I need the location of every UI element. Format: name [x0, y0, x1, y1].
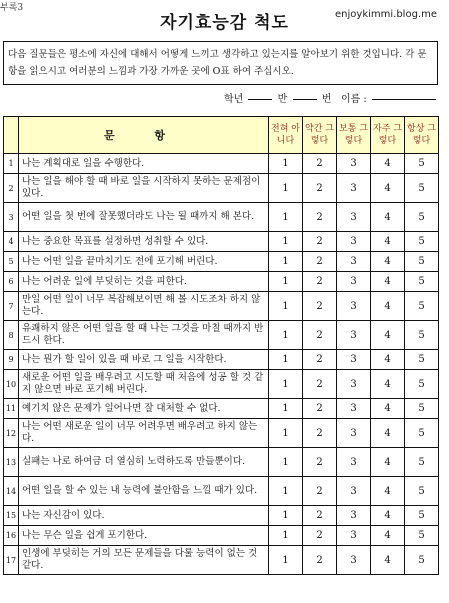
item-number: 3	[4, 203, 19, 232]
item-number: 12	[4, 419, 19, 448]
response-option-3[interactable]: 3	[337, 203, 371, 232]
header-option-4: 자주 그렇다	[371, 117, 405, 154]
response-option-2[interactable]: 2	[303, 477, 337, 506]
item-question: 나는 어떤 일을 끝마치기도 전에 포기해 버린다.	[19, 252, 269, 272]
response-option-5[interactable]: 5	[405, 154, 439, 174]
number-label: 번	[321, 94, 332, 105]
item-number: 4	[4, 232, 19, 252]
header-option-5: 항상 그렇다	[405, 117, 439, 154]
response-option-1[interactable]: 1	[269, 203, 303, 232]
response-option-4[interactable]: 4	[371, 526, 405, 546]
response-option-4[interactable]: 4	[371, 448, 405, 477]
table-row	[4, 232, 439, 252]
response-option-1[interactable]: 1	[269, 448, 303, 477]
watermark: enjoykimmi.blog.me	[335, 9, 437, 20]
table-row	[4, 252, 439, 272]
response-option-1[interactable]: 1	[269, 477, 303, 506]
response-option-3[interactable]: 3	[337, 321, 371, 350]
response-option-1[interactable]: 1	[269, 252, 303, 272]
response-option-2[interactable]: 2	[303, 272, 337, 292]
response-option-2[interactable]: 2	[303, 419, 337, 448]
response-option-5[interactable]: 5	[405, 321, 439, 350]
table-row	[4, 321, 439, 350]
response-option-1[interactable]: 1	[269, 232, 303, 252]
item-number: 2	[4, 174, 19, 203]
instructions-box: 다음 질문들은 평소에 자신에 대해서 어떻게 느끼고 생각하고 있는지를 알아보기 위한 것입니다. 각 문항을 읽으시고 여러분의 느낌과 가장 가까운 곳에 O표 하여 주십시오.	[3, 41, 438, 85]
response-option-5[interactable]: 5	[405, 370, 439, 399]
response-option-3[interactable]: 3	[337, 252, 371, 272]
response-option-1[interactable]: 1	[269, 154, 303, 174]
response-option-2[interactable]: 2	[303, 232, 337, 252]
item-question: 나는 어려운 일에 부딪히는 것을 피한다.	[19, 272, 269, 292]
response-option-3[interactable]: 3	[337, 526, 371, 546]
table-row	[4, 272, 439, 292]
name-blank[interactable]	[372, 99, 436, 100]
response-option-5[interactable]: 5	[405, 272, 439, 292]
appendix-label: 부록3	[0, 3, 24, 13]
item-question: 실패는 나로 하여금 더 열심히 노력하도록 만들뿐이다.	[19, 448, 269, 477]
response-option-4[interactable]: 4	[371, 203, 405, 232]
response-option-5[interactable]: 5	[405, 399, 439, 419]
response-option-5[interactable]: 5	[405, 232, 439, 252]
item-number: 7	[4, 292, 19, 321]
table-row	[4, 203, 439, 232]
item-question: 나는 무슨 일을 쉽게 포기한다.	[19, 526, 269, 546]
response-option-1[interactable]: 1	[269, 321, 303, 350]
questionnaire-table	[3, 116, 439, 575]
table-row	[4, 154, 439, 174]
response-option-3[interactable]: 3	[337, 154, 371, 174]
response-option-2[interactable]: 2	[303, 399, 337, 419]
response-option-2[interactable]: 2	[303, 350, 337, 370]
response-option-1[interactable]: 1	[269, 174, 303, 203]
response-option-5[interactable]: 5	[405, 292, 439, 321]
item-number: 5	[4, 252, 19, 272]
response-option-1[interactable]: 1	[269, 272, 303, 292]
response-option-5[interactable]: 5	[405, 252, 439, 272]
class-label: 반	[277, 94, 288, 105]
student-info-line	[0, 90, 438, 105]
response-option-1[interactable]: 1	[269, 419, 303, 448]
response-option-3[interactable]: 3	[337, 399, 371, 419]
item-question: 만일 어떤 일이 너무 복잡해보이면 해 볼 시도조차 하지 않는다.	[19, 292, 269, 321]
table-row	[4, 506, 439, 526]
item-number: 17	[4, 546, 19, 575]
response-option-3[interactable]: 3	[337, 174, 371, 203]
response-option-4[interactable]: 4	[371, 321, 405, 350]
item-number: 6	[4, 272, 19, 292]
response-option-2[interactable]: 2	[303, 546, 337, 575]
response-option-4[interactable]: 4	[371, 154, 405, 174]
name-label: 이름 :	[340, 94, 367, 105]
response-option-2[interactable]: 2	[303, 154, 337, 174]
response-option-3[interactable]: 3	[337, 232, 371, 252]
table-row	[4, 399, 439, 419]
response-option-4[interactable]: 4	[371, 292, 405, 321]
response-option-5[interactable]: 5	[405, 526, 439, 546]
item-question: 나는 계획대로 일을 수행한다.	[19, 154, 269, 174]
response-option-1[interactable]: 1	[269, 350, 303, 370]
item-number: 9	[4, 350, 19, 370]
item-question: 유쾌하지 않은 어떤 일을 할 때 나는 그것을 마칠 때까지 반드시 한다.	[19, 321, 269, 350]
table-row	[4, 370, 439, 399]
response-option-4[interactable]: 4	[371, 174, 405, 203]
class-blank[interactable]	[248, 99, 272, 100]
response-option-2[interactable]: 2	[303, 321, 337, 350]
response-option-4[interactable]: 4	[371, 419, 405, 448]
item-question: 어떤 일을 할 수 있는 내 능력에 불안함을 느낄 때가 있다.	[19, 477, 269, 506]
response-option-3[interactable]: 3	[337, 272, 371, 292]
item-question: 나는 자신감이 있다.	[19, 506, 269, 526]
table-row	[4, 419, 439, 448]
table-header-row	[4, 117, 439, 154]
header-option-1: 전혀 아니다	[269, 117, 303, 154]
response-option-4[interactable]: 4	[371, 370, 405, 399]
response-option-5[interactable]: 5	[405, 350, 439, 370]
response-option-3[interactable]: 3	[337, 292, 371, 321]
response-option-2[interactable]: 2	[303, 526, 337, 546]
response-option-1[interactable]: 1	[269, 506, 303, 526]
response-option-4[interactable]: 4	[371, 477, 405, 506]
response-option-3[interactable]: 3	[337, 350, 371, 370]
response-option-5[interactable]: 5	[405, 203, 439, 232]
response-option-4[interactable]: 4	[371, 399, 405, 419]
table-row	[4, 448, 439, 477]
item-number: 1	[4, 154, 19, 174]
response-option-1[interactable]: 1	[269, 526, 303, 546]
response-option-3[interactable]: 3	[337, 370, 371, 399]
response-option-1[interactable]: 1	[269, 546, 303, 575]
item-question: 나는 뭔가 할 일이 있을 때 바로 그 일을 시작한다.	[19, 350, 269, 370]
response-option-5[interactable]: 5	[405, 174, 439, 203]
table-row	[4, 546, 439, 575]
item-number: 10	[4, 370, 19, 399]
item-number: 15	[4, 506, 19, 526]
response-option-3[interactable]: 3	[337, 546, 371, 575]
item-number: 14	[4, 477, 19, 506]
response-option-2[interactable]: 2	[303, 203, 337, 232]
item-question: 어떤 일을 첫 번에 잘못했더라도 나는 될 때까지 해 본다.	[19, 203, 269, 232]
response-option-5[interactable]: 5	[405, 477, 439, 506]
response-option-4[interactable]: 4	[371, 272, 405, 292]
item-number: 16	[4, 526, 19, 546]
table-row	[4, 526, 439, 546]
response-option-4[interactable]: 4	[371, 350, 405, 370]
item-question: 새로운 어떤 일을 배우려고 시도할 때 처음에 성공 할 것 같지 않으면 바로 포기해 버린다.	[19, 370, 269, 399]
response-option-2[interactable]: 2	[303, 252, 337, 272]
response-option-2[interactable]: 2	[303, 292, 337, 321]
table-row	[4, 174, 439, 203]
response-option-2[interactable]: 2	[303, 506, 337, 526]
item-question: 인생에 부딪히는 거의 모든 문제들을 다룰 능력이 없는 것 같다.	[19, 546, 269, 575]
number-blank[interactable]	[293, 99, 317, 100]
header-option-2: 약간 그렇다	[303, 117, 337, 154]
questionnaire-body	[4, 154, 439, 575]
response-option-3[interactable]: 3	[337, 477, 371, 506]
page-title: 자기효능감 척도	[160, 13, 289, 33]
response-option-4[interactable]: 4	[371, 506, 405, 526]
response-option-5[interactable]: 5	[405, 546, 439, 575]
item-question: 나는 중요한 목표를 설정하면 성취할 수 있다.	[19, 232, 269, 252]
response-option-2[interactable]: 2	[303, 174, 337, 203]
item-question: 나는 일을 해야 할 때 바로 일을 시작하지 못하는 문제점이 있다.	[19, 174, 269, 203]
response-option-1[interactable]: 1	[269, 292, 303, 321]
table-row	[4, 292, 439, 321]
response-option-5[interactable]: 5	[405, 506, 439, 526]
table-row	[4, 477, 439, 506]
header-item: 문 항	[19, 117, 269, 154]
response-option-3[interactable]: 3	[337, 448, 371, 477]
response-option-4[interactable]: 4	[371, 232, 405, 252]
response-option-3[interactable]: 3	[337, 419, 371, 448]
table-row	[4, 350, 439, 370]
response-option-4[interactable]: 4	[371, 252, 405, 272]
item-question: 예기치 않은 문제가 일어나면 잘 대처할 수 없다.	[19, 399, 269, 419]
response-option-1[interactable]: 1	[269, 399, 303, 419]
item-number: 11	[4, 399, 19, 419]
header-num-cell	[4, 117, 19, 154]
response-option-2[interactable]: 2	[303, 448, 337, 477]
response-option-5[interactable]: 5	[405, 419, 439, 448]
response-option-5[interactable]: 5	[405, 448, 439, 477]
response-option-2[interactable]: 2	[303, 370, 337, 399]
header-option-3: 보통 그렇다	[337, 117, 371, 154]
item-number: 13	[4, 448, 19, 477]
response-option-4[interactable]: 4	[371, 546, 405, 575]
response-option-3[interactable]: 3	[337, 506, 371, 526]
item-question: 나는 어떤 새로운 일이 너무 어려우면 배우려고 하지 않는다.	[19, 419, 269, 448]
response-option-1[interactable]: 1	[269, 370, 303, 399]
item-number: 8	[4, 321, 19, 350]
grade-label: 학년	[223, 94, 244, 105]
